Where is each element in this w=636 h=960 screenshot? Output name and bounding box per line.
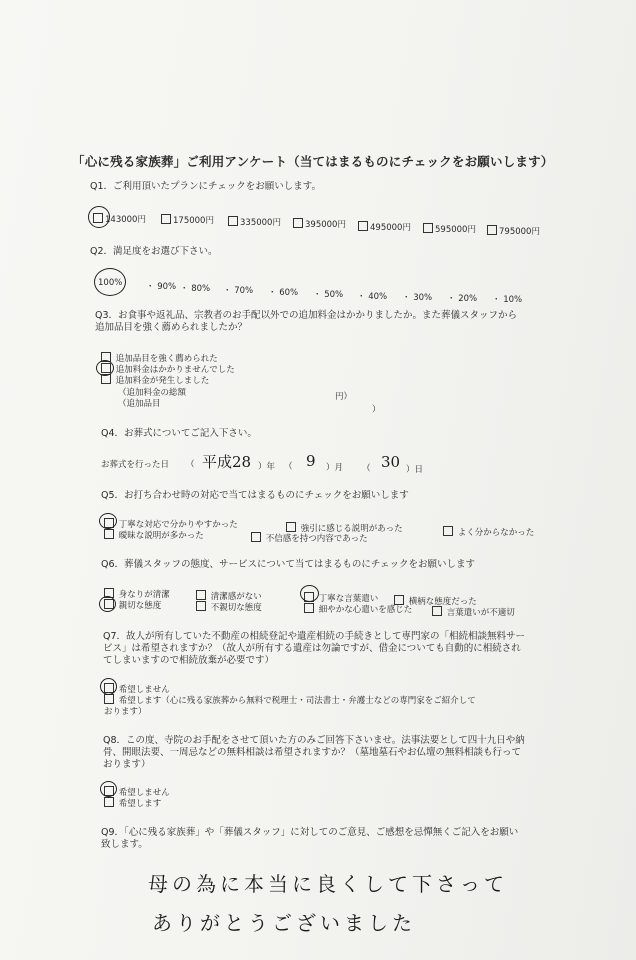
checkbox[interactable] [487, 225, 497, 235]
checkbox[interactable] [104, 694, 114, 704]
q1-option-4[interactable]: 395000円 [293, 218, 346, 230]
q5-selection-mark [99, 513, 117, 529]
checkbox[interactable] [104, 529, 114, 539]
q1-selection-mark [88, 206, 110, 228]
q6-option-3[interactable]: 丁寧な言葉遣い [304, 592, 378, 604]
checkbox[interactable] [443, 526, 453, 536]
q4-open-2: （ [284, 462, 293, 472]
checkbox[interactable] [161, 214, 171, 224]
q4-open-1: （ [186, 460, 195, 470]
q3-extra-fee-label: （追加料金の総額 [118, 388, 187, 398]
q6-option-7[interactable]: 細やかな心遣いを感じた [304, 603, 412, 615]
q2-selection-mark [94, 268, 126, 296]
checkbox[interactable] [196, 590, 206, 600]
q2-option-6[interactable]: ・ 50% [313, 290, 344, 300]
q1-option-6[interactable]: 595000円 [423, 223, 476, 235]
q4-close-2: ）月 [326, 463, 344, 473]
q5-option-4[interactable]: 曖昧な説明が多かった [104, 529, 204, 541]
checkbox[interactable] [251, 532, 261, 542]
q1-option-1[interactable]: 143000円 [93, 213, 146, 225]
q2-question: Q2．満足度をお選び下さい。 [90, 246, 218, 257]
q6-option-2[interactable]: 清潔感がない [196, 590, 262, 602]
q2-option-2[interactable]: ・ 90% [146, 282, 177, 292]
q1-option-5[interactable]: 495000円 [358, 221, 411, 233]
checkbox[interactable] [104, 797, 114, 807]
checkbox[interactable] [286, 522, 296, 532]
q5-question: Q5．お打ち合わせ時の対応で当てはまるものにチェックをお願いします [101, 490, 409, 501]
q4-month-field[interactable]: 9 [306, 452, 316, 470]
q6-option-6[interactable]: 不親切な態度 [196, 601, 262, 613]
q1-question: Q1．ご利用頂いたプランにチェックをお願いします。 [90, 181, 321, 192]
q7-question-line1: Q7．故人が所有していた不動産の相続登記や遺産相続の手続きとして専門家の「相続相談無料サー [103, 631, 526, 642]
q2-option-7[interactable]: ・ 40% [357, 292, 388, 302]
q9-question-line2: 致します。 [101, 839, 148, 850]
q2-option-8[interactable]: ・ 30% [402, 293, 433, 303]
q1-option-3[interactable]: 335000円 [228, 216, 281, 228]
q3-extra-items-close: ） [372, 405, 381, 415]
q4-year-field[interactable]: 平成28 [202, 453, 252, 471]
q2-option-9[interactable]: ・ 20% [447, 294, 478, 304]
q8-question-line2: 骨、開眼法要、一周忌などの無料相談は希望されますか？（墓地墓石やお仏壇の無料相談も行って [103, 747, 522, 758]
q8-question-line3: おります） [103, 759, 151, 770]
q4-day-field[interactable]: 30 [381, 453, 401, 471]
q3-extra-fee-unit: 円） [335, 392, 353, 402]
q9-answer-line2[interactable]: ありがとうございました [152, 911, 416, 935]
q3-selection-mark [96, 360, 114, 376]
q8-question-line1: Q8．この度、寺院のお手配をさせて頂いた方のみご回答下さいませ。法事法要として四十九日や納 [103, 735, 525, 746]
q3-extra-items-label: （追加品目 [118, 399, 161, 409]
q3-question-line2: 追加品目を強く薦められましたか？ [95, 322, 248, 333]
q4-close-3: ）日 [406, 465, 424, 475]
q4-question: Q4．お葬式についてご記入下さい。 [101, 428, 257, 439]
q7-option-2[interactable]: 希望します（心に残る家族葬から無料で税理士・司法書士・弁護士などの専門家をご紹介して [104, 694, 476, 706]
q1-option-2[interactable]: 175000円 [161, 214, 214, 226]
survey-title: 「心に残る家族葬」ご利用アンケート（当てはまるものにチェックをお願いします） [72, 154, 554, 169]
q7-question-line2: ビス」は希望されますか？（故人が所有する遺産は勿論ですが、借金についても自動的に相続され [103, 643, 521, 654]
q5-option-1[interactable]: 丁寧な対応で分かりやすかった [104, 518, 238, 530]
q3-option-3[interactable]: 追加料金が発生しました [101, 374, 209, 386]
q9-question-line1: Q9．「心に残る家族葬」や「葬儀スタッフ」に対してのご意見、ご感想を忌憚無くご記入をお願い [101, 827, 519, 838]
checkbox[interactable] [196, 601, 206, 611]
q4-date-label: お葬式を行った日 [101, 460, 170, 470]
q9-answer-line1[interactable]: 母の為に本当に良くして下さって [148, 872, 508, 896]
q4-close-1: ）年 [258, 462, 276, 472]
q6-option-8[interactable]: 言葉遣いが不適切 [432, 606, 515, 618]
q7-selection-mark [100, 678, 117, 695]
q6-option-4[interactable]: 横柄な態度だった [394, 595, 477, 607]
q6-selection-mark-kind [99, 596, 116, 612]
q3-option-2[interactable]: 追加料金はかかりませんでした [101, 363, 235, 375]
q3-option-1[interactable]: 追加品目を強く薦められた [101, 352, 218, 364]
checkbox[interactable] [423, 223, 433, 233]
checkbox[interactable] [358, 221, 368, 231]
q2-option-1[interactable]: 100% [98, 278, 123, 288]
q4-open-3: （ [362, 464, 371, 474]
q8-selection-mark [100, 781, 117, 797]
q6-selection-mark-polite [300, 585, 319, 602]
q6-question: Q6．葬儀スタッフの態度、サービスについて当てはまるものにチェックをお願いします [101, 559, 476, 570]
q1-option-7[interactable]: 795000円 [487, 225, 540, 237]
q2-option-3[interactable]: ・ 80% [180, 284, 211, 294]
q5-option-2[interactable]: 強引に感じる説明があった [286, 522, 403, 534]
checkbox[interactable] [293, 218, 303, 228]
q2-option-5[interactable]: ・ 60% [268, 288, 299, 298]
q5-option-5[interactable]: 不信感を持つ内容であった [251, 532, 368, 544]
q6-option-1[interactable]: 身なりが清潔 [104, 588, 170, 600]
checkbox[interactable] [228, 216, 238, 226]
checkbox[interactable] [432, 606, 442, 616]
q8-option-2[interactable]: 希望します [104, 797, 161, 809]
q7-option-1[interactable]: 希望しません [104, 683, 170, 695]
checkbox[interactable] [304, 603, 314, 613]
q2-option-4[interactable]: ・ 70% [223, 286, 254, 296]
q2-option-10[interactable]: ・ 10% [492, 295, 523, 305]
q7-question-line3: てしまいますので相続放棄が必要です） [103, 655, 275, 666]
q3-question-line1: Q3．お食事や返礼品、宗教者のお手配以外での追加料金はかかりましたか。また葬儀スタッフから [95, 310, 518, 321]
q7-option-2-cont: おります） [104, 707, 147, 717]
q6-option-5[interactable]: 親切な態度 [104, 599, 161, 611]
q8-option-1[interactable]: 希望しません [104, 786, 170, 798]
q5-option-3[interactable]: よく分からなかった [443, 526, 534, 538]
